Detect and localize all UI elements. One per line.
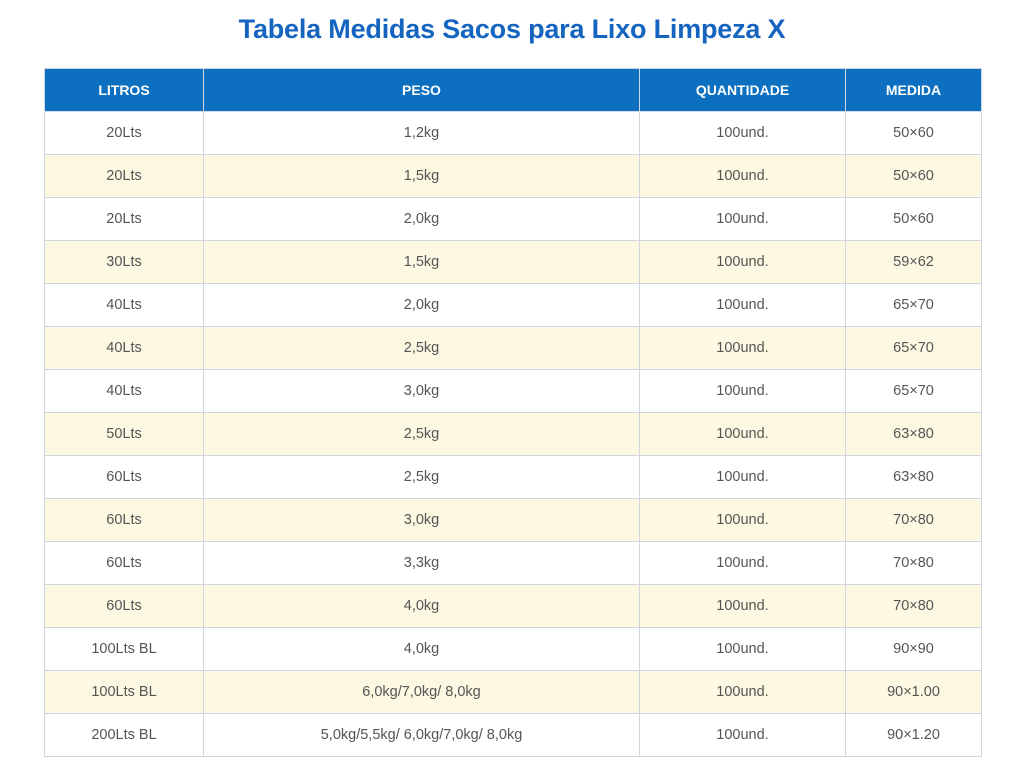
table-row [45,714,982,757]
cell-litros: 60Lts [45,585,204,628]
page-title: Tabela Medidas Sacos para Lixo Limpeza X [238,14,786,44]
cell-quantidade: 100und. [640,628,846,671]
cell-medida: 63×80 [846,413,982,456]
cell-peso: 1,2kg [204,112,640,155]
column-header-peso: PESO [204,69,640,112]
cell-peso: 2,0kg [204,198,640,241]
cell-medida: 70×80 [846,585,982,628]
table-row [45,198,982,241]
cell-litros: 50Lts [45,413,204,456]
cell-litros: 100Lts BL [45,628,204,671]
cell-quantidade: 100und. [640,456,846,499]
cell-peso: 2,0kg [204,284,640,327]
cell-peso: 1,5kg [204,241,640,284]
cell-peso: 3,3kg [204,542,640,585]
cell-litros: 30Lts [45,241,204,284]
table-row [45,456,982,499]
cell-litros: 100Lts BL [45,671,204,714]
cell-quantidade: 100und. [640,241,846,284]
cell-medida: 90×90 [846,628,982,671]
table-row [45,585,982,628]
cell-quantidade: 100und. [640,284,846,327]
cell-quantidade: 100und. [640,542,846,585]
cell-quantidade: 100und. [640,671,846,714]
cell-quantidade: 100und. [640,155,846,198]
column-header-medida: MEDIDA [846,69,982,112]
table-header [45,69,982,112]
cell-peso: 3,0kg [204,370,640,413]
cell-medida: 90×1.00 [846,671,982,714]
cell-peso: 6,0kg/7,0kg/ 8,0kg [204,671,640,714]
table-row [45,499,982,542]
cell-peso: 4,0kg [204,628,640,671]
table-row [45,241,982,284]
table-row [45,671,982,714]
table-row [45,542,982,585]
cell-quantidade: 100und. [640,413,846,456]
cell-quantidade: 100und. [640,714,846,757]
cell-quantidade: 100und. [640,585,846,628]
table-row [45,370,982,413]
cell-quantidade: 100und. [640,112,846,155]
cell-peso: 1,5kg [204,155,640,198]
cell-peso: 5,0kg/5,5kg/ 6,0kg/7,0kg/ 8,0kg [204,714,640,757]
table-row [45,155,982,198]
cell-medida: 59×62 [846,241,982,284]
cell-litros: 20Lts [45,112,204,155]
cell-peso: 3,0kg [204,499,640,542]
cell-medida: 70×80 [846,499,982,542]
cell-litros: 60Lts [45,499,204,542]
cell-litros: 40Lts [45,284,204,327]
header-row [45,69,982,112]
cell-peso: 2,5kg [204,327,640,370]
table-row [45,327,982,370]
cell-medida: 50×60 [846,198,982,241]
cell-litros: 40Lts [45,327,204,370]
table-body [45,112,982,757]
cell-peso: 2,5kg [204,413,640,456]
cell-peso: 4,0kg [204,585,640,628]
cell-medida: 65×70 [846,370,982,413]
cell-medida: 50×60 [846,155,982,198]
cell-quantidade: 100und. [640,370,846,413]
cell-medida: 65×70 [846,327,982,370]
cell-peso: 2,5kg [204,456,640,499]
sizes-table [44,68,982,757]
cell-quantidade: 100und. [640,198,846,241]
column-header-quantidade: QUANTIDADE [640,69,846,112]
table-row [45,413,982,456]
table-row [45,112,982,155]
table-row [45,628,982,671]
cell-litros: 20Lts [45,198,204,241]
cell-litros: 60Lts [45,542,204,585]
cell-litros: 20Lts [45,155,204,198]
cell-medida: 70×80 [846,542,982,585]
cell-litros: 60Lts [45,456,204,499]
cell-medida: 90×1.20 [846,714,982,757]
sizes-table-container [44,68,981,757]
cell-quantidade: 100und. [640,499,846,542]
cell-medida: 63×80 [846,456,982,499]
cell-medida: 65×70 [846,284,982,327]
table-row [45,284,982,327]
cell-medida: 50×60 [846,112,982,155]
column-header-litros: LITROS [45,69,204,112]
cell-litros: 200Lts BL [45,714,204,757]
cell-litros: 40Lts [45,370,204,413]
cell-quantidade: 100und. [640,327,846,370]
